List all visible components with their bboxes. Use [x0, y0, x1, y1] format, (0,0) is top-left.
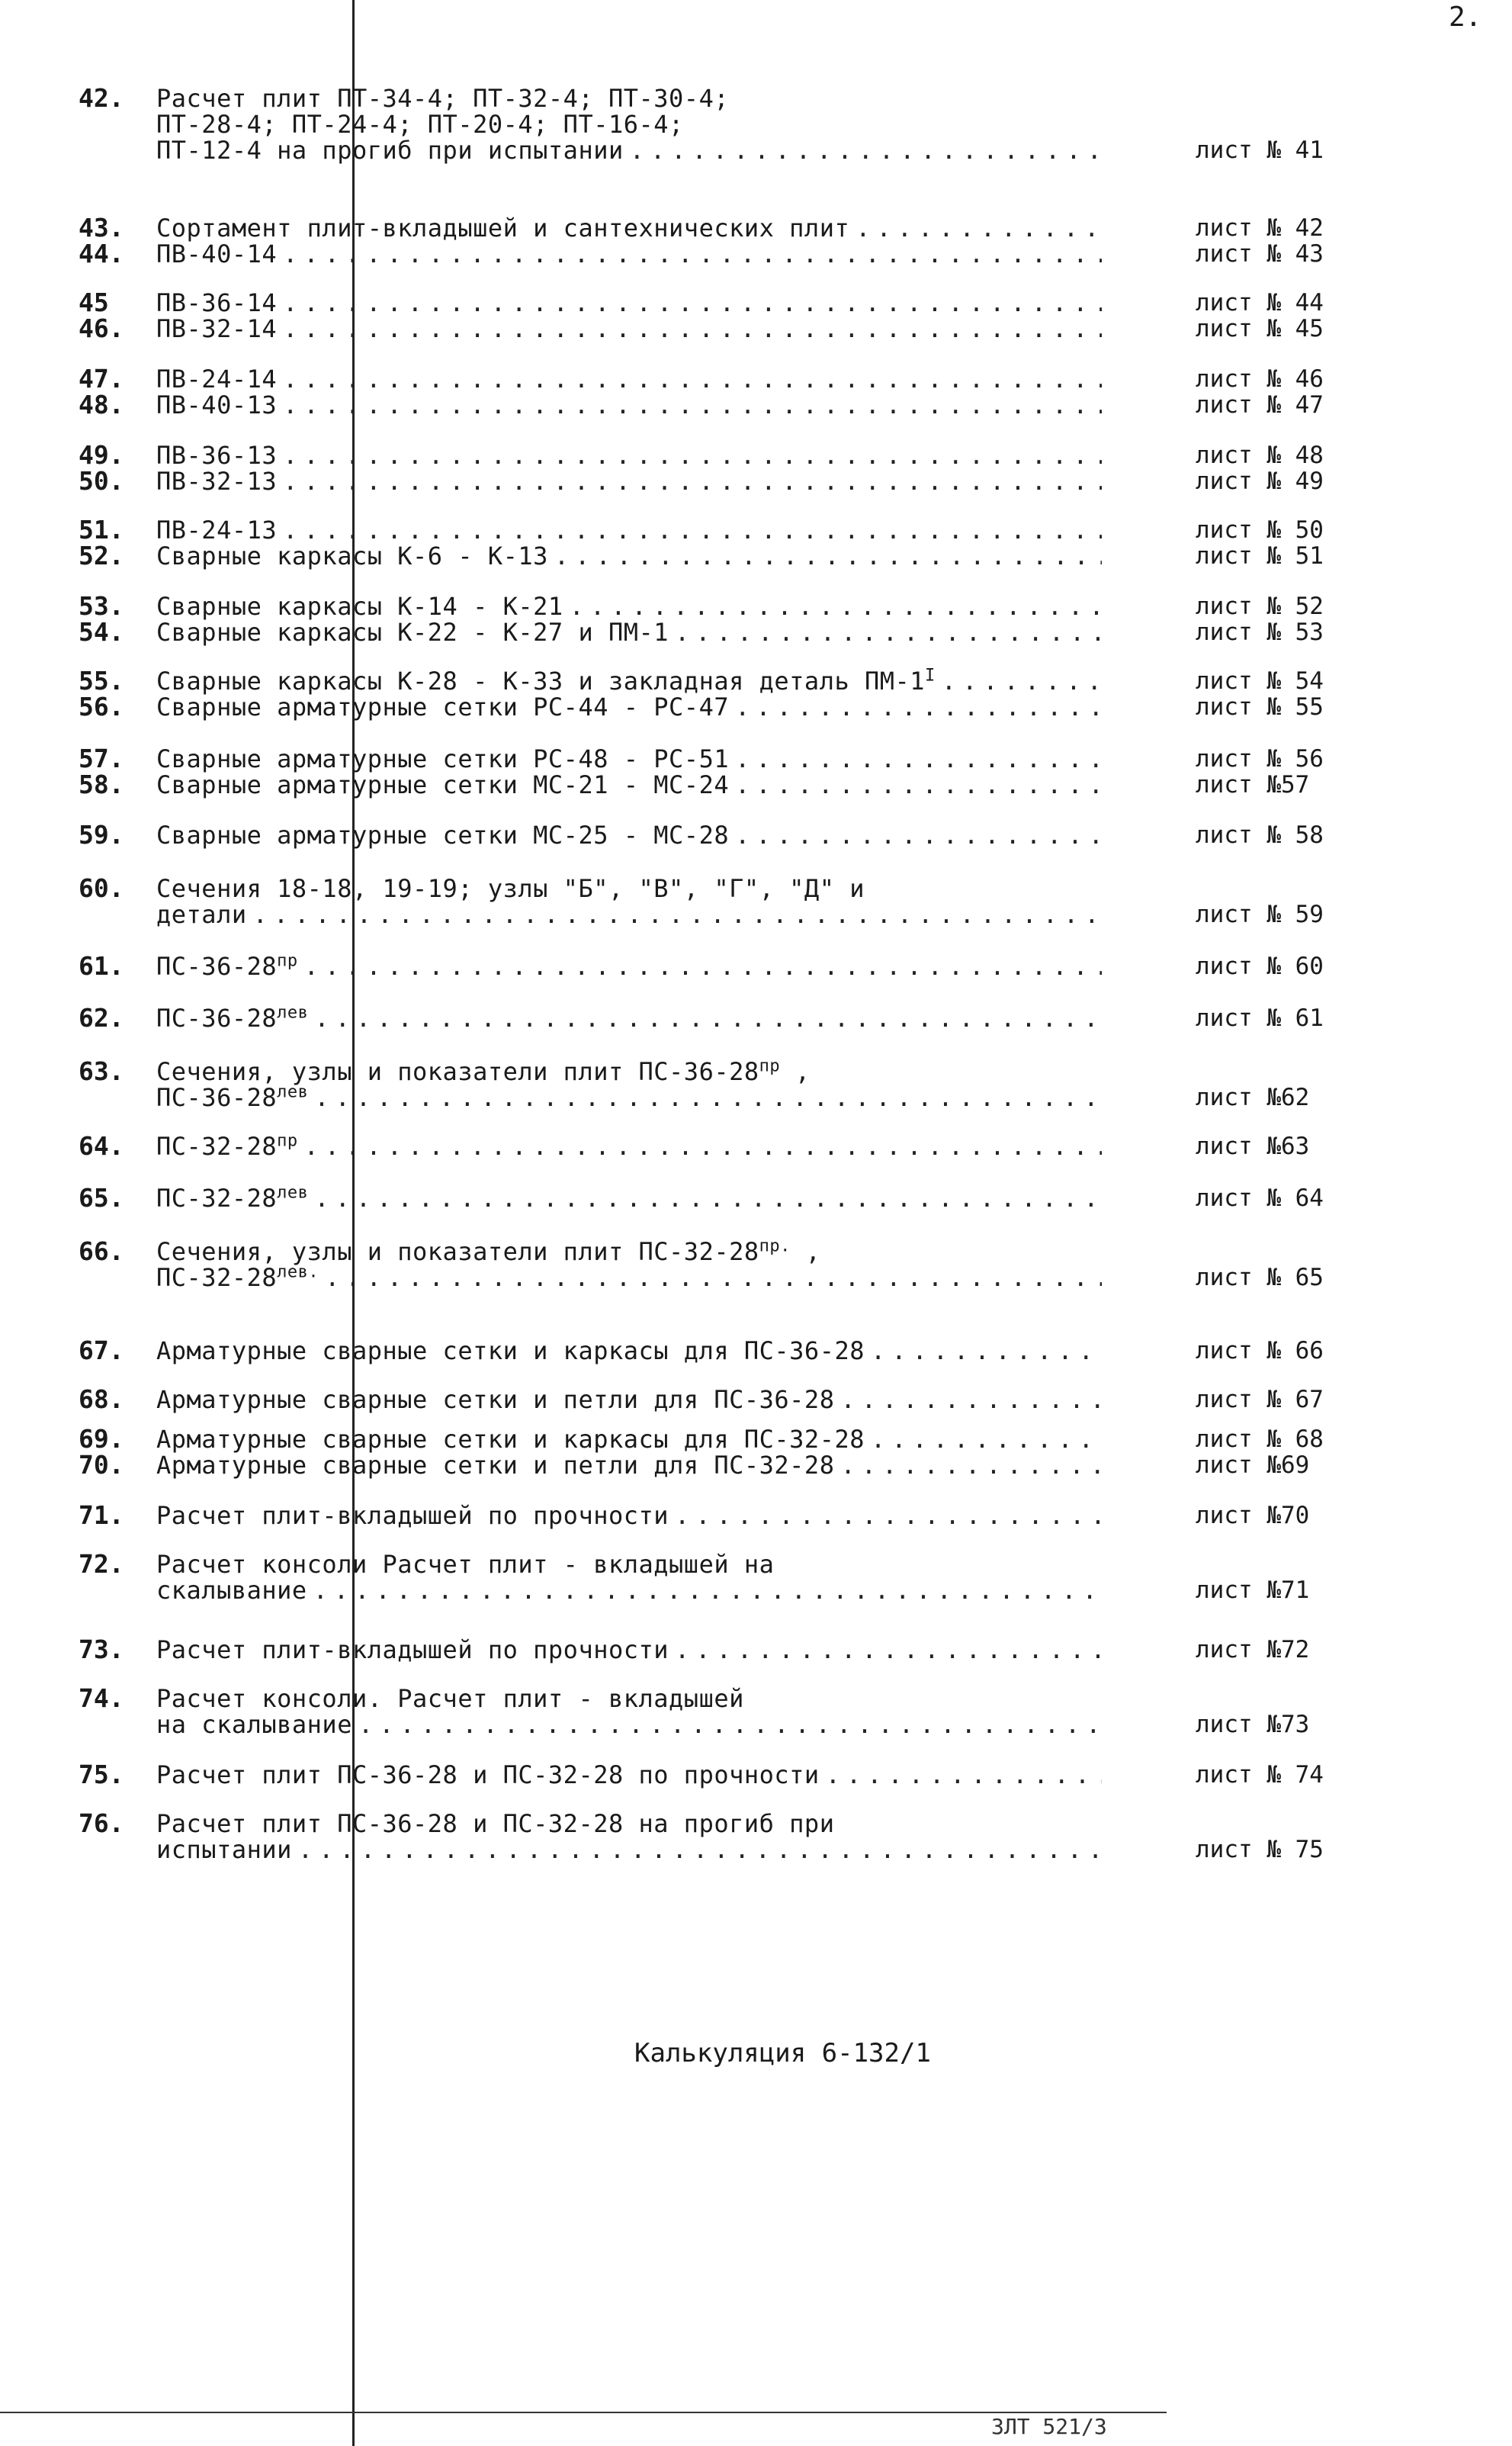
- item-title-line: [156, 1551, 1102, 1577]
- item-title-line: [156, 1387, 1102, 1413]
- item-title-text: $ПС-32-28^{лев.}$: [156, 1262, 319, 1292]
- sheet-reference: лист № 60: [1196, 953, 1324, 980]
- item-number: 58.: [79, 770, 124, 799]
- dot-leader: [304, 953, 1102, 979]
- dot-leader: [871, 1426, 1102, 1452]
- item-number: 53.: [79, 591, 124, 621]
- item-title: [156, 290, 1102, 316]
- sheet-reference: лист № 59: [1196, 901, 1324, 928]
- item-title: [156, 241, 1102, 267]
- item-title-line: [156, 517, 1102, 543]
- sheet-reference: лист № 68: [1196, 1425, 1324, 1453]
- item-title-text: ПВ-32-14: [156, 314, 278, 343]
- dot-leader: [570, 593, 1102, 619]
- sheet-reference: лист № 67: [1196, 1386, 1324, 1413]
- item-title-text: Сварные каркасы К-14 - К-21: [156, 592, 563, 621]
- item-title-text: на скалывание: [156, 1710, 352, 1739]
- dot-leader: [283, 517, 1102, 543]
- archive-stamp: ЗЛТ 521/3: [991, 2414, 1107, 2439]
- item-number: 44.: [79, 239, 124, 268]
- item-title-line: [156, 953, 1102, 979]
- item-title: [156, 1762, 1102, 1788]
- sheet-reference: лист №71: [1196, 1577, 1310, 1604]
- sheet-reference: лист № 47: [1196, 391, 1324, 419]
- item-title-line: [156, 1426, 1102, 1452]
- item-title-line: [156, 543, 1102, 569]
- sheet-reference: лист №63: [1196, 1133, 1310, 1160]
- item-title: [156, 1503, 1102, 1528]
- item-title-line: [156, 619, 1102, 645]
- dot-leader: [675, 1637, 1102, 1663]
- item-number: 43.: [79, 213, 124, 243]
- item-title-line: [156, 822, 1102, 848]
- item-number: 67.: [79, 1335, 124, 1365]
- item-title-line: [156, 1503, 1102, 1528]
- item-title-text: Сортамент плит-вкладышей и сантехнических плит: [156, 214, 850, 243]
- bottom-frame-line: [0, 2412, 1167, 2413]
- item-title-text: ПВ-24-14: [156, 365, 278, 394]
- item-number: 76.: [79, 1808, 124, 1838]
- sheet-reference: лист № 52: [1196, 593, 1324, 620]
- sheet-reference: лист № 45: [1196, 315, 1324, 342]
- item-title-text: ПВ-40-13: [156, 391, 278, 419]
- item-number: 72.: [79, 1549, 124, 1579]
- item-title-text: Сварные каркасы К-28 - К-33 и закладная деталь $ПМ-1^I$: [156, 666, 936, 696]
- dot-leader: [283, 290, 1102, 316]
- sheet-reference: лист № 55: [1196, 693, 1324, 721]
- superscript-mark: I: [925, 666, 936, 686]
- superscript-mark: лев: [277, 1082, 309, 1102]
- item-title-text: ПТ-28-4; ПТ-24-4; ПТ-20-4; ПТ-16-4;: [156, 110, 684, 139]
- item-title: [156, 517, 1102, 543]
- item-title: [156, 1236, 1102, 1292]
- item-number: 47.: [79, 364, 124, 394]
- dot-leader: [735, 694, 1102, 720]
- item-number: 65.: [79, 1183, 124, 1213]
- sheet-reference: лист № 46: [1196, 365, 1324, 393]
- item-title-line: [156, 593, 1102, 619]
- item-title-text: Арматурные сварные сетки и каркасы для ПС-36-28: [156, 1336, 865, 1365]
- dot-leader: [253, 902, 1102, 927]
- item-title-line: [156, 1338, 1102, 1364]
- item-number: 60.: [79, 873, 124, 903]
- dot-leader: [554, 543, 1102, 569]
- item-title: [156, 366, 1102, 392]
- superscript-mark: пр: [277, 1131, 298, 1151]
- dot-leader: [358, 1712, 1102, 1737]
- sheet-reference: лист №62: [1196, 1084, 1310, 1111]
- sheet-reference: лист № 54: [1196, 667, 1324, 695]
- sheet-reference: лист № 75: [1196, 1836, 1324, 1863]
- dot-leader: [304, 1133, 1102, 1159]
- item-title-line: [156, 902, 1102, 927]
- item-title: [156, 1056, 1102, 1112]
- item-title-text: ПВ-40-14: [156, 239, 278, 268]
- item-title-line: [156, 694, 1102, 720]
- sheet-reference: лист № 51: [1196, 542, 1324, 570]
- dot-leader: [313, 1577, 1102, 1603]
- superscript-mark: лев: [277, 1003, 309, 1023]
- sheet-reference: лист № 44: [1196, 289, 1324, 317]
- sheet-reference: лист № 53: [1196, 619, 1324, 646]
- dot-leader: [840, 1387, 1102, 1413]
- item-title: [156, 822, 1102, 848]
- item-title-text: Арматурные сварные сетки и петли для ПС-36-28: [156, 1385, 835, 1414]
- item-title-text: Сечения, узлы и показатели плит $ПС-36-28^{пр}$ ,: [156, 1056, 811, 1086]
- item-title: [156, 468, 1102, 494]
- item-title-text: $ПС-32-28^{пр}$: [156, 1131, 298, 1161]
- item-title: [156, 1387, 1102, 1413]
- item-title-text: ПВ-24-13: [156, 516, 278, 545]
- item-number: 68.: [79, 1384, 124, 1414]
- dot-leader: [298, 1837, 1102, 1863]
- sheet-reference: лист №69: [1196, 1451, 1310, 1479]
- item-number: 42.: [79, 83, 124, 113]
- item-title: [156, 876, 1102, 927]
- dot-leader: [325, 1265, 1102, 1290]
- dot-leader: [283, 316, 1102, 342]
- item-number: 48.: [79, 390, 124, 419]
- item-title-text: Сечения, узлы и показатели плит $ПС-32-28^{пр.}$ ,: [156, 1236, 821, 1266]
- item-title-line: [156, 316, 1102, 342]
- dot-leader: [314, 1185, 1102, 1211]
- item-title-line: [156, 1686, 1102, 1712]
- item-number: 54.: [79, 617, 124, 647]
- dot-leader: [630, 137, 1102, 163]
- item-title-line: [156, 442, 1102, 468]
- item-title-text: Расчет плит ПС-36-28 и ПС-32-28 по прочности: [156, 1760, 820, 1789]
- dot-leader: [675, 619, 1102, 645]
- item-title: [156, 1185, 1102, 1211]
- sheet-reference: лист №73: [1196, 1711, 1310, 1738]
- item-title-text: Арматурные сварные сетки и каркасы для ПС-32-28: [156, 1425, 865, 1454]
- superscript-mark: лев.: [277, 1262, 319, 1282]
- item-title-text: Расчет плит-вкладышей по прочности: [156, 1501, 669, 1530]
- item-title-line: [156, 1082, 1102, 1112]
- item-title-text: Сварные арматурные сетки РС-44 - РС-47: [156, 693, 730, 722]
- item-number: 45: [79, 288, 109, 317]
- item-number: 52.: [79, 541, 124, 571]
- item-title: [156, 442, 1102, 468]
- item-title-text: ПТ-12-4 на прогиб при испытании: [156, 136, 624, 165]
- sheet-reference: лист № 43: [1196, 240, 1324, 268]
- sheet-reference: лист № 48: [1196, 442, 1324, 469]
- item-title-line: [156, 772, 1102, 798]
- item-title: [156, 215, 1102, 241]
- dot-leader: [826, 1762, 1102, 1788]
- item-title-line: [156, 111, 1102, 137]
- sheet-reference: лист № 50: [1196, 516, 1324, 544]
- dot-leader: [675, 1503, 1102, 1528]
- item-title-line: [156, 1056, 1102, 1086]
- item-title-line: [156, 1712, 1102, 1737]
- item-title-line: [156, 137, 1102, 163]
- item-title-text: Арматурные сварные сетки и петли для ПС-32-28: [156, 1451, 835, 1480]
- item-title: [156, 953, 1102, 979]
- item-title-text: $ПС-36-28^{лев}$: [156, 1003, 309, 1033]
- item-title-text: испытании: [156, 1835, 292, 1864]
- item-title: [156, 85, 1102, 163]
- item-title-text: Сварные арматурные сетки МС-21 - МС-24: [156, 770, 730, 799]
- item-title-line: [156, 1577, 1102, 1603]
- sheet-reference: лист № 41: [1196, 137, 1324, 164]
- item-title-text: Расчет консоли Расчет плит - вкладышей на: [156, 1550, 775, 1579]
- dot-leader: [283, 442, 1102, 468]
- item-title-line: [156, 366, 1102, 392]
- sheet-reference: лист №57: [1196, 771, 1310, 799]
- item-title-text: скалывание: [156, 1576, 307, 1605]
- item-title: [156, 1811, 1102, 1863]
- item-title: [156, 668, 1102, 694]
- item-title-line: [156, 1005, 1102, 1031]
- item-title-text: ПВ-36-14: [156, 288, 278, 317]
- dot-leader: [840, 1452, 1102, 1478]
- item-title-line: [156, 1637, 1102, 1663]
- item-number: 50.: [79, 466, 124, 496]
- item-title: [156, 746, 1102, 772]
- item-title-text: $ПС-32-28^{лев}$: [156, 1183, 309, 1213]
- item-number: 73.: [79, 1634, 124, 1664]
- item-title-text: $ПС-36-28^{пр}$: [156, 951, 298, 981]
- item-title-line: [156, 1185, 1102, 1211]
- dot-leader: [283, 366, 1102, 392]
- item-title-line: [156, 1452, 1102, 1478]
- item-title: [156, 543, 1102, 569]
- item-title: [156, 392, 1102, 418]
- item-number: 55.: [79, 666, 124, 696]
- item-number: 70.: [79, 1450, 124, 1480]
- item-title-text: Сварные каркасы К-6 - К-13: [156, 542, 548, 571]
- item-title-line: [156, 215, 1102, 241]
- item-title-line: [156, 876, 1102, 902]
- item-number: 59.: [79, 820, 124, 850]
- sheet-reference: лист №70: [1196, 1502, 1310, 1529]
- dot-leader: [871, 1338, 1102, 1364]
- item-title-line: [156, 668, 1102, 694]
- item-title-text: Расчет консоли. Расчет плит - вкладышей: [156, 1684, 744, 1713]
- superscript-mark: пр.: [759, 1236, 791, 1256]
- item-title: [156, 1551, 1102, 1603]
- item-title-line: [156, 1811, 1102, 1837]
- sheet-reference: лист № 58: [1196, 821, 1324, 849]
- sheet-reference: лист № 56: [1196, 745, 1324, 773]
- sheet-reference: лист № 66: [1196, 1337, 1324, 1364]
- item-title: [156, 694, 1102, 720]
- item-title-text: Расчет плит-вкладышей по прочности: [156, 1635, 669, 1664]
- item-number: 74.: [79, 1683, 124, 1713]
- item-title-line: [156, 1837, 1102, 1863]
- dot-leader: [735, 822, 1102, 848]
- item-number: 66.: [79, 1236, 124, 1266]
- dot-leader: [283, 392, 1102, 418]
- superscript-mark: лев: [277, 1183, 309, 1203]
- item-number: 51.: [79, 515, 124, 545]
- item-title: [156, 1452, 1102, 1478]
- item-title: [156, 619, 1102, 645]
- item-title-line: [156, 241, 1102, 267]
- item-title-line: [156, 290, 1102, 316]
- item-title-text: Сечения 18-18, 19-19; узлы "Б", "В", "Г", "Д" и: [156, 874, 865, 903]
- dot-leader: [942, 668, 1102, 694]
- item-title-line: [156, 1133, 1102, 1159]
- item-title-text: Сварные каркасы К-22 - К-27 и ПМ-1: [156, 618, 669, 647]
- item-title-line: [156, 392, 1102, 418]
- item-title-text: $ПС-36-28^{лев}$: [156, 1082, 309, 1112]
- item-title-text: ПВ-36-13: [156, 441, 278, 470]
- item-title-text: Сварные арматурные сетки РС-48 - РС-51: [156, 744, 730, 773]
- item-number: 69.: [79, 1424, 124, 1454]
- item-title: [156, 1338, 1102, 1364]
- item-title-text: детали: [156, 900, 247, 929]
- item-title-text: ПВ-32-13: [156, 467, 278, 496]
- item-title-line: [156, 1236, 1102, 1266]
- item-title: [156, 772, 1102, 798]
- item-number: 71.: [79, 1500, 124, 1530]
- sheet-reference: лист № 42: [1196, 214, 1324, 242]
- item-number: 49.: [79, 440, 124, 470]
- sheet-reference: лист № 64: [1196, 1184, 1324, 1212]
- sheet-reference: лист № 49: [1196, 468, 1324, 495]
- superscript-mark: пр: [759, 1056, 781, 1076]
- dot-leader: [314, 1085, 1102, 1111]
- item-title-line: [156, 1762, 1102, 1788]
- item-title-line: [156, 85, 1102, 111]
- sheet-reference: лист №72: [1196, 1636, 1310, 1663]
- page-number: 2.: [1449, 2, 1482, 33]
- item-title-line: [156, 746, 1102, 772]
- item-number: 64.: [79, 1131, 124, 1161]
- dot-leader: [735, 746, 1102, 772]
- item-number: 61.: [79, 951, 124, 981]
- sheet-reference: лист № 61: [1196, 1004, 1324, 1032]
- item-title: [156, 1686, 1102, 1737]
- item-number: 62.: [79, 1003, 124, 1033]
- item-number: 46.: [79, 313, 124, 343]
- item-title-line: [156, 468, 1102, 494]
- item-number: 75.: [79, 1760, 124, 1789]
- item-title-line: [156, 1262, 1102, 1292]
- sheet-reference: лист № 65: [1196, 1264, 1324, 1291]
- item-title: [156, 1637, 1102, 1663]
- item-number: 56.: [79, 692, 124, 722]
- item-title-text: Сварные арматурные сетки МС-25 - МС-28: [156, 821, 730, 850]
- dot-leader: [283, 241, 1102, 267]
- superscript-mark: пр: [277, 951, 298, 971]
- dot-leader: [735, 772, 1102, 798]
- sheet-reference: лист № 74: [1196, 1761, 1324, 1789]
- item-title: [156, 593, 1102, 619]
- dot-leader: [283, 468, 1102, 494]
- item-title-text: Расчет плит ПТ-34-4; ПТ-32-4; ПТ-30-4;: [156, 84, 730, 113]
- item-title: [156, 1133, 1102, 1159]
- item-title-text: Расчет плит ПС-36-28 и ПС-32-28 на прогиб при: [156, 1809, 835, 1838]
- dot-leader: [314, 1005, 1102, 1031]
- item-number: 57.: [79, 744, 124, 773]
- item-title: [156, 316, 1102, 342]
- item-title: [156, 1005, 1102, 1031]
- item-title: [156, 1426, 1102, 1452]
- item-number: 63.: [79, 1056, 124, 1086]
- document-footer: Калькуляция 6-132/1: [634, 2038, 931, 2068]
- dot-leader: [856, 215, 1102, 241]
